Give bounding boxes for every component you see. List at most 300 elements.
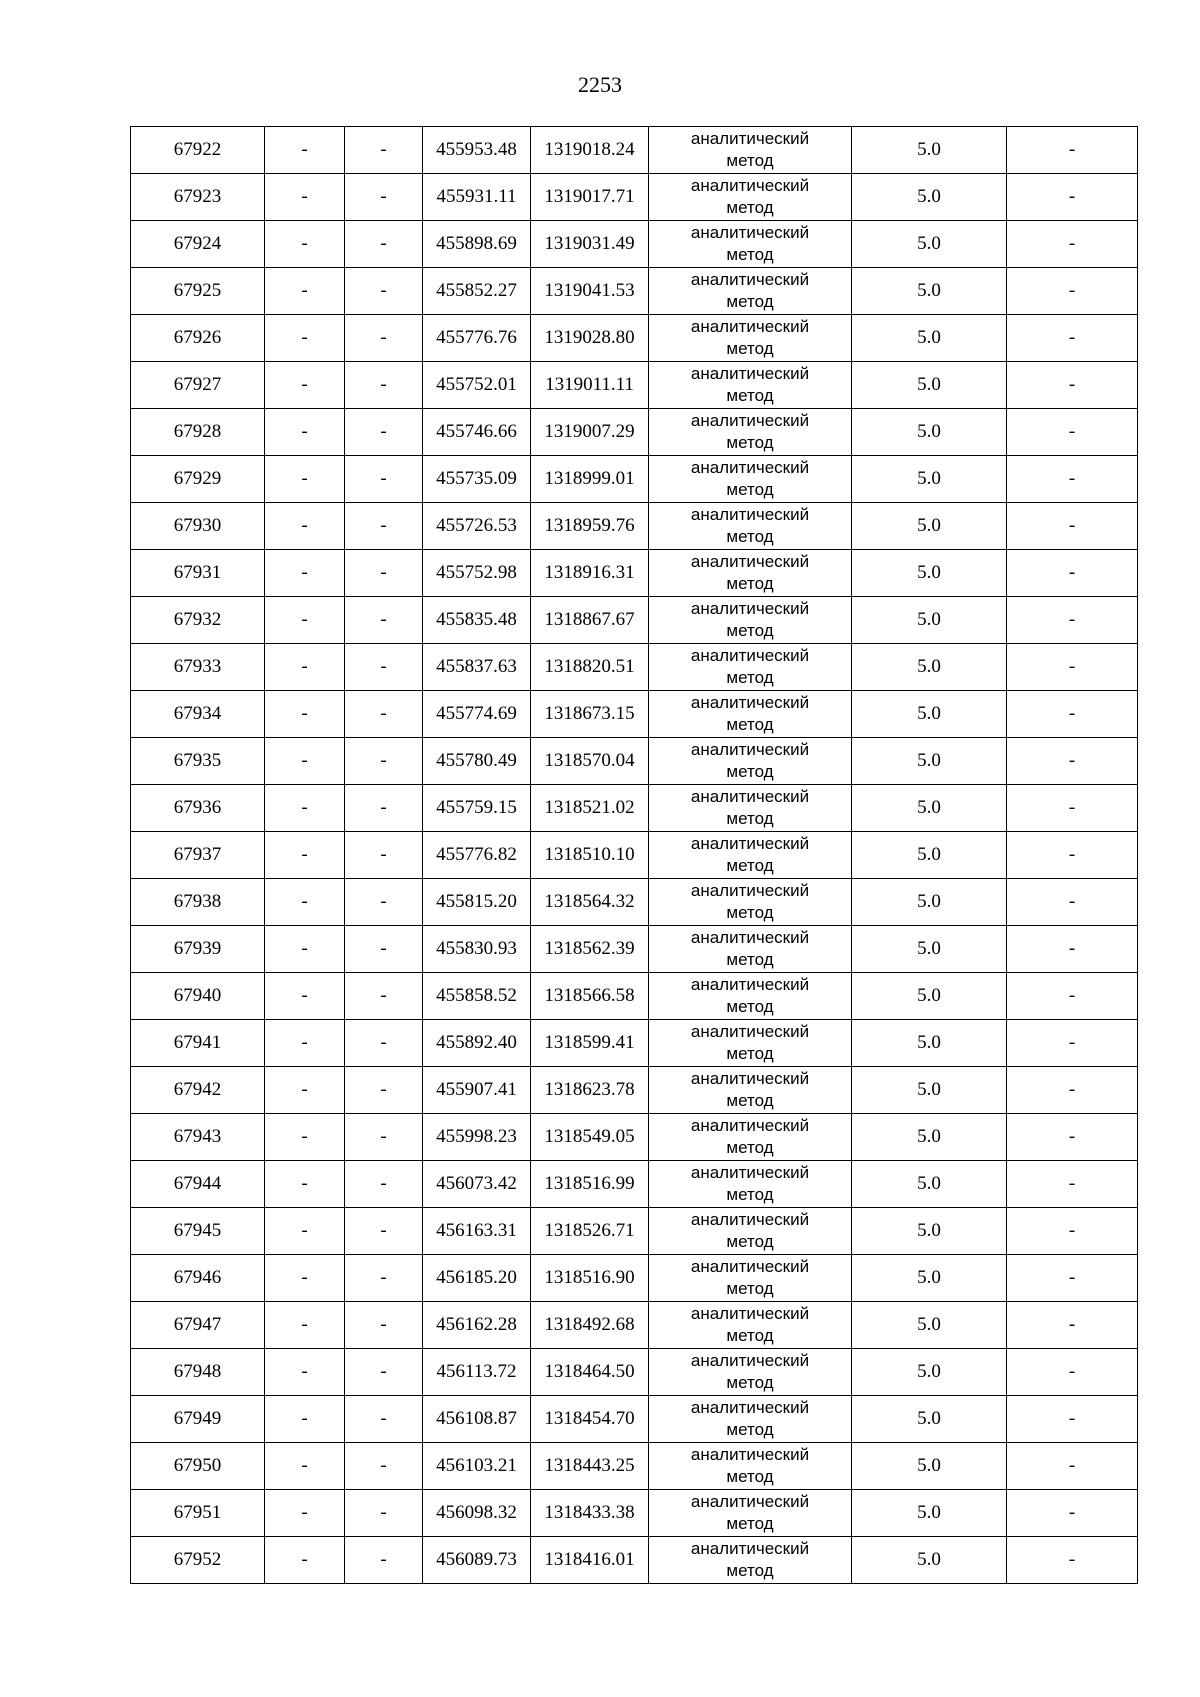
- method-cell: [649, 503, 852, 550]
- method-text-line: аналитический: [690, 1210, 810, 1229]
- method-text-line: метод: [726, 1044, 774, 1063]
- method-text-line: аналитический: [690, 505, 810, 524]
- x-coordinate-cell: 455835.48: [423, 597, 531, 644]
- accuracy-cell: 5.0: [852, 127, 1007, 174]
- accuracy-cell: 5.0: [852, 1490, 1007, 1537]
- method-text-line: метод: [726, 1279, 774, 1298]
- y-coordinate-cell: 1318867.67: [531, 597, 649, 644]
- accuracy-cell: 5.0: [852, 738, 1007, 785]
- x-coordinate-cell: 455780.49: [423, 738, 531, 785]
- point-number-cell: 67924: [131, 221, 265, 268]
- point-number-cell: 67948: [131, 1349, 265, 1396]
- point-number-cell: 67943: [131, 1114, 265, 1161]
- y-coordinate-cell: 1318516.90: [531, 1255, 649, 1302]
- method-cell: [649, 832, 852, 879]
- method-text-line: метод: [726, 1091, 774, 1110]
- accuracy-cell: 5.0: [852, 644, 1007, 691]
- x-coordinate-cell: 455776.76: [423, 315, 531, 362]
- method-text-line: аналитический: [690, 928, 810, 947]
- table-row: [131, 832, 1138, 879]
- method-cell: [649, 221, 852, 268]
- empty-dash-cell: -: [265, 597, 345, 644]
- empty-dash-cell: -: [1007, 503, 1138, 550]
- method-text-line: метод: [726, 1326, 774, 1345]
- method-text-line: аналитический: [690, 1163, 810, 1182]
- method-text-line: метод: [726, 386, 774, 405]
- method-cell: [649, 1020, 852, 1067]
- empty-dash-cell: -: [345, 127, 423, 174]
- table-row: [131, 644, 1138, 691]
- method-text-line: метод: [726, 245, 774, 264]
- y-coordinate-cell: 1318454.70: [531, 1396, 649, 1443]
- table-row: [131, 127, 1138, 174]
- table-row: [131, 879, 1138, 926]
- empty-dash-cell: -: [1007, 1067, 1138, 1114]
- method-text-line: метод: [726, 903, 774, 922]
- empty-dash-cell: -: [265, 785, 345, 832]
- empty-dash-cell: -: [265, 456, 345, 503]
- empty-dash-cell: -: [265, 691, 345, 738]
- table-row: [131, 738, 1138, 785]
- empty-dash-cell: -: [345, 1302, 423, 1349]
- point-number-cell: 67935: [131, 738, 265, 785]
- x-coordinate-cell: 456113.72: [423, 1349, 531, 1396]
- empty-dash-cell: -: [1007, 456, 1138, 503]
- method-text-line: аналитический: [690, 834, 810, 853]
- accuracy-cell: 5.0: [852, 1255, 1007, 1302]
- y-coordinate-cell: 1318516.99: [531, 1161, 649, 1208]
- x-coordinate-cell: 456108.87: [423, 1396, 531, 1443]
- x-coordinate-cell: 455815.20: [423, 879, 531, 926]
- point-number-cell: 67923: [131, 174, 265, 221]
- point-number-cell: 67922: [131, 127, 265, 174]
- table-row: [131, 409, 1138, 456]
- y-coordinate-cell: 1319041.53: [531, 268, 649, 315]
- empty-dash-cell: -: [265, 1255, 345, 1302]
- y-coordinate-cell: 1318599.41: [531, 1020, 649, 1067]
- empty-dash-cell: -: [265, 1349, 345, 1396]
- y-coordinate-cell: 1318916.31: [531, 550, 649, 597]
- empty-dash-cell: -: [1007, 691, 1138, 738]
- y-coordinate-cell: 1318433.38: [531, 1490, 649, 1537]
- empty-dash-cell: -: [265, 1490, 345, 1537]
- table-row: [131, 1067, 1138, 1114]
- method-text-line: аналитический: [690, 975, 810, 994]
- y-coordinate-cell: 1318959.76: [531, 503, 649, 550]
- x-coordinate-cell: 456162.28: [423, 1302, 531, 1349]
- empty-dash-cell: -: [265, 362, 345, 409]
- method-text-line: аналитический: [690, 1351, 810, 1370]
- empty-dash-cell: -: [345, 503, 423, 550]
- accuracy-cell: 5.0: [852, 691, 1007, 738]
- x-coordinate-cell: 455837.63: [423, 644, 531, 691]
- y-coordinate-cell: 1318999.01: [531, 456, 649, 503]
- empty-dash-cell: -: [265, 1537, 345, 1584]
- table-row: [131, 691, 1138, 738]
- method-cell: [649, 644, 852, 691]
- method-text-line: метод: [726, 480, 774, 499]
- method-cell: [649, 597, 852, 644]
- method-text-line: аналитический: [690, 552, 810, 571]
- x-coordinate-cell: 456089.73: [423, 1537, 531, 1584]
- method-cell: [649, 785, 852, 832]
- y-coordinate-cell: 1318562.39: [531, 926, 649, 973]
- method-cell: [649, 1490, 852, 1537]
- method-text-line: аналитический: [690, 411, 810, 430]
- accuracy-cell: 5.0: [852, 1208, 1007, 1255]
- method-text-line: метод: [726, 668, 774, 687]
- empty-dash-cell: -: [345, 785, 423, 832]
- point-number-cell: 67938: [131, 879, 265, 926]
- empty-dash-cell: -: [345, 1020, 423, 1067]
- accuracy-cell: 5.0: [852, 879, 1007, 926]
- empty-dash-cell: -: [265, 1302, 345, 1349]
- accuracy-cell: 5.0: [852, 174, 1007, 221]
- point-number-cell: 67934: [131, 691, 265, 738]
- method-text-line: аналитический: [690, 129, 810, 148]
- empty-dash-cell: -: [345, 1161, 423, 1208]
- table-row: [131, 1302, 1138, 1349]
- accuracy-cell: 5.0: [852, 926, 1007, 973]
- empty-dash-cell: -: [345, 362, 423, 409]
- point-number-cell: 67949: [131, 1396, 265, 1443]
- point-number-cell: 67933: [131, 644, 265, 691]
- accuracy-cell: 5.0: [852, 1349, 1007, 1396]
- x-coordinate-cell: 455735.09: [423, 456, 531, 503]
- empty-dash-cell: -: [265, 268, 345, 315]
- method-text-line: метод: [726, 1232, 774, 1251]
- empty-dash-cell: -: [345, 1114, 423, 1161]
- empty-dash-cell: -: [1007, 409, 1138, 456]
- method-cell: [649, 1114, 852, 1161]
- accuracy-cell: 5.0: [852, 1396, 1007, 1443]
- method-text-line: аналитический: [690, 646, 810, 665]
- accuracy-cell: 5.0: [852, 785, 1007, 832]
- method-text-line: метод: [726, 574, 774, 593]
- empty-dash-cell: -: [345, 597, 423, 644]
- accuracy-cell: 5.0: [852, 1161, 1007, 1208]
- y-coordinate-cell: 1318564.32: [531, 879, 649, 926]
- x-coordinate-cell: 455752.98: [423, 550, 531, 597]
- point-number-cell: 67937: [131, 832, 265, 879]
- point-number-cell: 67927: [131, 362, 265, 409]
- x-coordinate-cell: 455746.66: [423, 409, 531, 456]
- y-coordinate-cell: 1318549.05: [531, 1114, 649, 1161]
- method-cell: [649, 926, 852, 973]
- y-coordinate-cell: 1318416.01: [531, 1537, 649, 1584]
- point-number-cell: 67936: [131, 785, 265, 832]
- empty-dash-cell: -: [345, 550, 423, 597]
- table-row: [131, 362, 1138, 409]
- empty-dash-cell: -: [345, 738, 423, 785]
- table-row: [131, 315, 1138, 362]
- empty-dash-cell: -: [1007, 1443, 1138, 1490]
- point-number-cell: 67952: [131, 1537, 265, 1584]
- method-text-line: метод: [726, 715, 774, 734]
- method-text-line: аналитический: [690, 1069, 810, 1088]
- empty-dash-cell: -: [1007, 785, 1138, 832]
- method-text-line: аналитический: [690, 693, 810, 712]
- empty-dash-cell: -: [1007, 362, 1138, 409]
- table-row: [131, 1396, 1138, 1443]
- method-text-line: аналитический: [690, 1492, 810, 1511]
- accuracy-cell: 5.0: [852, 550, 1007, 597]
- point-number-cell: 67932: [131, 597, 265, 644]
- y-coordinate-cell: 1318673.15: [531, 691, 649, 738]
- empty-dash-cell: -: [265, 1114, 345, 1161]
- table-row: [131, 221, 1138, 268]
- point-number-cell: 67947: [131, 1302, 265, 1349]
- table-row: [131, 174, 1138, 221]
- y-coordinate-cell: 1318443.25: [531, 1443, 649, 1490]
- x-coordinate-cell: 455726.53: [423, 503, 531, 550]
- method-text-line: метод: [726, 292, 774, 311]
- table-row: [131, 456, 1138, 503]
- method-text-line: аналитический: [690, 1022, 810, 1041]
- empty-dash-cell: -: [265, 1443, 345, 1490]
- empty-dash-cell: -: [1007, 1537, 1138, 1584]
- method-text-line: метод: [726, 1561, 774, 1580]
- empty-dash-cell: -: [265, 409, 345, 456]
- empty-dash-cell: -: [265, 973, 345, 1020]
- method-text-line: аналитический: [690, 1304, 810, 1323]
- x-coordinate-cell: 456073.42: [423, 1161, 531, 1208]
- method-text-line: аналитический: [690, 1445, 810, 1464]
- empty-dash-cell: -: [1007, 738, 1138, 785]
- point-number-cell: 67939: [131, 926, 265, 973]
- empty-dash-cell: -: [345, 1443, 423, 1490]
- empty-dash-cell: -: [345, 973, 423, 1020]
- method-text-line: аналитический: [690, 223, 810, 242]
- accuracy-cell: 5.0: [852, 1067, 1007, 1114]
- accuracy-cell: 5.0: [852, 1020, 1007, 1067]
- table-row: [131, 1114, 1138, 1161]
- empty-dash-cell: -: [1007, 1255, 1138, 1302]
- empty-dash-cell: -: [1007, 174, 1138, 221]
- method-cell: [649, 691, 852, 738]
- table-row: [131, 1349, 1138, 1396]
- empty-dash-cell: -: [345, 315, 423, 362]
- x-coordinate-cell: 455907.41: [423, 1067, 531, 1114]
- empty-dash-cell: -: [1007, 221, 1138, 268]
- method-text-line: метод: [726, 856, 774, 875]
- method-cell: [649, 409, 852, 456]
- empty-dash-cell: -: [265, 879, 345, 926]
- point-number-cell: 67944: [131, 1161, 265, 1208]
- point-number-cell: 67940: [131, 973, 265, 1020]
- x-coordinate-cell: 455892.40: [423, 1020, 531, 1067]
- empty-dash-cell: -: [265, 174, 345, 221]
- method-cell: [649, 550, 852, 597]
- table-row: [131, 973, 1138, 1020]
- point-number-cell: 67930: [131, 503, 265, 550]
- x-coordinate-cell: 456098.32: [423, 1490, 531, 1537]
- table-row: [131, 1161, 1138, 1208]
- method-text-line: аналитический: [690, 740, 810, 759]
- table-body: [131, 127, 1138, 1584]
- empty-dash-cell: -: [265, 127, 345, 174]
- accuracy-cell: 5.0: [852, 1302, 1007, 1349]
- empty-dash-cell: -: [1007, 973, 1138, 1020]
- empty-dash-cell: -: [1007, 550, 1138, 597]
- empty-dash-cell: -: [345, 1208, 423, 1255]
- empty-dash-cell: -: [345, 456, 423, 503]
- empty-dash-cell: -: [345, 1490, 423, 1537]
- method-cell: [649, 738, 852, 785]
- page-number: 2253: [578, 72, 622, 97]
- x-coordinate-cell: 455953.48: [423, 127, 531, 174]
- x-coordinate-cell: 455898.69: [423, 221, 531, 268]
- point-number-cell: 67942: [131, 1067, 265, 1114]
- table-row: [131, 926, 1138, 973]
- point-number-cell: 67945: [131, 1208, 265, 1255]
- accuracy-cell: 5.0: [852, 832, 1007, 879]
- method-cell: [649, 174, 852, 221]
- empty-dash-cell: -: [1007, 1396, 1138, 1443]
- method-text-line: метод: [726, 809, 774, 828]
- y-coordinate-cell: 1319007.29: [531, 409, 649, 456]
- method-cell: [649, 1349, 852, 1396]
- empty-dash-cell: -: [345, 1067, 423, 1114]
- x-coordinate-cell: 455998.23: [423, 1114, 531, 1161]
- x-coordinate-cell: 456103.21: [423, 1443, 531, 1490]
- method-text-line: метод: [726, 1514, 774, 1533]
- point-number-cell: 67928: [131, 409, 265, 456]
- x-coordinate-cell: 455931.11: [423, 174, 531, 221]
- empty-dash-cell: -: [1007, 268, 1138, 315]
- method-text-line: метод: [726, 527, 774, 546]
- empty-dash-cell: -: [1007, 1208, 1138, 1255]
- y-coordinate-cell: 1318492.68: [531, 1302, 649, 1349]
- method-cell: [649, 879, 852, 926]
- x-coordinate-cell: 455776.82: [423, 832, 531, 879]
- method-cell: [649, 1396, 852, 1443]
- x-coordinate-cell: 455759.15: [423, 785, 531, 832]
- method-text-line: метод: [726, 433, 774, 452]
- empty-dash-cell: -: [345, 1255, 423, 1302]
- point-number-cell: 67931: [131, 550, 265, 597]
- y-coordinate-cell: 1318566.58: [531, 973, 649, 1020]
- empty-dash-cell: -: [1007, 1349, 1138, 1396]
- empty-dash-cell: -: [265, 926, 345, 973]
- coordinates-table: [130, 126, 1138, 1584]
- empty-dash-cell: -: [345, 1396, 423, 1443]
- empty-dash-cell: -: [1007, 1020, 1138, 1067]
- method-text-line: метод: [726, 339, 774, 358]
- accuracy-cell: 5.0: [852, 597, 1007, 644]
- method-cell: [649, 973, 852, 1020]
- table-row: [131, 550, 1138, 597]
- method-text-line: метод: [726, 1420, 774, 1439]
- y-coordinate-cell: 1318820.51: [531, 644, 649, 691]
- empty-dash-cell: -: [345, 221, 423, 268]
- empty-dash-cell: -: [265, 738, 345, 785]
- empty-dash-cell: -: [345, 926, 423, 973]
- method-text-line: метод: [726, 621, 774, 640]
- empty-dash-cell: -: [1007, 315, 1138, 362]
- empty-dash-cell: -: [265, 644, 345, 691]
- x-coordinate-cell: 455852.27: [423, 268, 531, 315]
- method-text-line: метод: [726, 1185, 774, 1204]
- point-number-cell: 67929: [131, 456, 265, 503]
- method-text-line: метод: [726, 151, 774, 170]
- method-text-line: аналитический: [690, 1257, 810, 1276]
- accuracy-cell: 5.0: [852, 409, 1007, 456]
- y-coordinate-cell: 1319018.24: [531, 127, 649, 174]
- y-coordinate-cell: 1319011.11: [531, 362, 649, 409]
- empty-dash-cell: -: [345, 1349, 423, 1396]
- x-coordinate-cell: 456185.20: [423, 1255, 531, 1302]
- method-cell: [649, 1161, 852, 1208]
- empty-dash-cell: -: [265, 1020, 345, 1067]
- empty-dash-cell: -: [265, 503, 345, 550]
- empty-dash-cell: -: [345, 1537, 423, 1584]
- y-coordinate-cell: 1319017.71: [531, 174, 649, 221]
- x-coordinate-cell: 455830.93: [423, 926, 531, 973]
- empty-dash-cell: -: [265, 1396, 345, 1443]
- method-cell: [649, 1255, 852, 1302]
- empty-dash-cell: -: [345, 174, 423, 221]
- y-coordinate-cell: 1318464.50: [531, 1349, 649, 1396]
- method-text-line: метод: [726, 1373, 774, 1392]
- point-number-cell: 67925: [131, 268, 265, 315]
- y-coordinate-cell: 1319031.49: [531, 221, 649, 268]
- empty-dash-cell: -: [1007, 1302, 1138, 1349]
- accuracy-cell: 5.0: [852, 1114, 1007, 1161]
- empty-dash-cell: -: [345, 268, 423, 315]
- method-text-line: метод: [726, 997, 774, 1016]
- point-number-cell: 67926: [131, 315, 265, 362]
- method-text-line: метод: [726, 762, 774, 781]
- accuracy-cell: 5.0: [852, 503, 1007, 550]
- empty-dash-cell: -: [1007, 1114, 1138, 1161]
- empty-dash-cell: -: [345, 691, 423, 738]
- accuracy-cell: 5.0: [852, 268, 1007, 315]
- method-text-line: аналитический: [690, 458, 810, 477]
- method-cell: [649, 268, 852, 315]
- method-cell: [649, 1208, 852, 1255]
- method-text-line: аналитический: [690, 176, 810, 195]
- empty-dash-cell: -: [265, 221, 345, 268]
- method-text-line: метод: [726, 198, 774, 217]
- method-text-line: аналитический: [690, 881, 810, 900]
- table-row: [131, 268, 1138, 315]
- method-cell: [649, 1067, 852, 1114]
- method-cell: [649, 1443, 852, 1490]
- empty-dash-cell: -: [1007, 597, 1138, 644]
- y-coordinate-cell: 1318521.02: [531, 785, 649, 832]
- x-coordinate-cell: 455752.01: [423, 362, 531, 409]
- table-row: [131, 1490, 1138, 1537]
- method-text-line: аналитический: [690, 599, 810, 618]
- method-text-line: аналитический: [690, 270, 810, 289]
- table-row: [131, 785, 1138, 832]
- method-text-line: аналитический: [690, 364, 810, 383]
- method-cell: [649, 1302, 852, 1349]
- accuracy-cell: 5.0: [852, 973, 1007, 1020]
- empty-dash-cell: -: [265, 1067, 345, 1114]
- empty-dash-cell: -: [345, 879, 423, 926]
- x-coordinate-cell: 455774.69: [423, 691, 531, 738]
- empty-dash-cell: -: [1007, 926, 1138, 973]
- accuracy-cell: 5.0: [852, 221, 1007, 268]
- y-coordinate-cell: 1319028.80: [531, 315, 649, 362]
- empty-dash-cell: -: [265, 1161, 345, 1208]
- table-row: [131, 1443, 1138, 1490]
- method-text-line: метод: [726, 1467, 774, 1486]
- point-number-cell: 67950: [131, 1443, 265, 1490]
- empty-dash-cell: -: [1007, 127, 1138, 174]
